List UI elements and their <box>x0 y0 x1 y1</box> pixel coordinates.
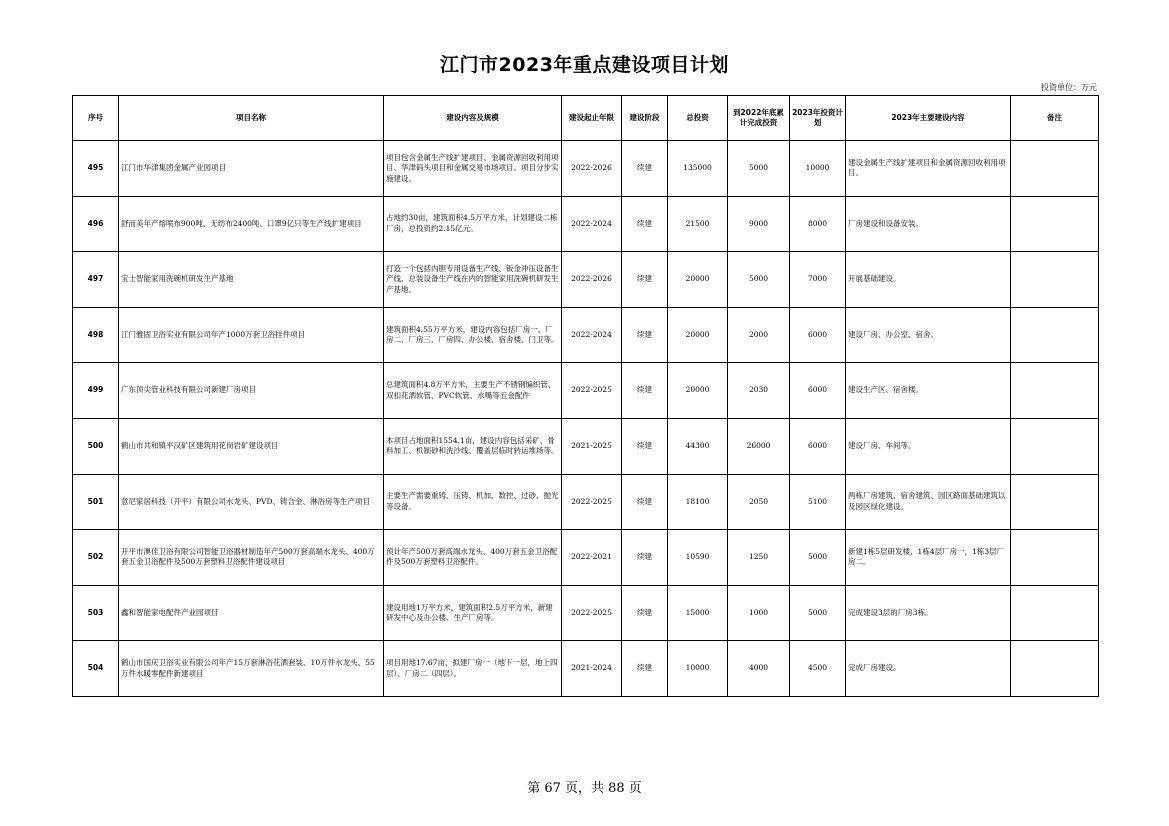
cell-main-2023: 建设厂房、办公室、宿舍。 <box>846 307 1011 363</box>
cell-main-2023: 开展基础建设。 <box>846 252 1011 308</box>
cell-seq: 502 <box>73 530 119 586</box>
page-number-footer: 第 67 页，共 88 页 <box>527 781 642 796</box>
cell-content: 建筑面积4.55万平方米，建设内容包括厂房一、厂房二、厂房三、厂房四、办公楼、宿舍楼、门卫等。 <box>384 307 562 363</box>
cell-remark <box>1011 141 1099 197</box>
table-row <box>73 530 1099 586</box>
cell-plan-2023: 6000 <box>790 307 846 363</box>
cell-done-2022: 4000 <box>728 641 790 697</box>
cell-plan-2023: 5000 <box>790 585 846 641</box>
cell-total-investment: 20000 <box>668 363 728 419</box>
cell-main-2023: 建设金属生产线扩建项目和金属资源回收利用项目。 <box>846 141 1011 197</box>
cell-plan-2023: 5100 <box>790 474 846 530</box>
cell-total-investment: 15000 <box>668 585 728 641</box>
cell-stage: 续建 <box>622 196 668 252</box>
project-table <box>72 95 1099 697</box>
header-main2023: 2023年主要建设内容 <box>846 96 1011 141</box>
cell-main-2023: 两栋厂房建筑、宿舍建筑、园区路面基础建筑以及园区绿化建设。 <box>846 474 1011 530</box>
cell-remark <box>1011 641 1099 697</box>
cell-total-investment: 10590 <box>668 530 728 586</box>
cell-main-2023: 新建1栋5层研发楼，1栋4层厂房一，1栋3层厂房二。 <box>846 530 1011 586</box>
table-row <box>73 641 1099 697</box>
cell-total-investment: 135000 <box>668 141 728 197</box>
cell-content: 建设用地1万平方米，建筑面积2.5万平方米，新建研发中心及办公楼、生产厂房等。 <box>384 585 562 641</box>
header-name: 项目名称 <box>119 96 384 141</box>
table-row <box>73 474 1099 530</box>
cell-done-2022: 9000 <box>728 196 790 252</box>
cell-main-2023: 完成厂房建设。 <box>846 641 1011 697</box>
cell-content: 项目用地17.67亩，拟建厂房一（地下一层，地上四层）、厂房二（四层）。 <box>384 641 562 697</box>
cell-plan-2023: 7000 <box>790 252 846 308</box>
cell-period: 2022-2025 <box>562 363 622 419</box>
cell-project-name: 江门雅固卫浴实业有限公司年产1000万套卫浴挂件项目 <box>119 307 384 363</box>
cell-remark <box>1011 307 1099 363</box>
cell-done-2022: 2050 <box>728 474 790 530</box>
cell-total-investment: 20000 <box>668 252 728 308</box>
table-row <box>73 418 1099 474</box>
cell-content: 预计年产500万套高端水龙头、400万套五金卫浴配件及500万套塑料卫浴配件。 <box>384 530 562 586</box>
cell-stage: 续建 <box>622 363 668 419</box>
table-row <box>73 585 1099 641</box>
cell-seq: 498 <box>73 307 119 363</box>
cell-period: 2022-2024 <box>562 196 622 252</box>
header-done2022: 到2022年底累计完成投资 <box>728 96 790 141</box>
cell-period: 2022-2025 <box>562 474 622 530</box>
cell-project-name: 宝士智能家用洗碗机研发生产基地 <box>119 252 384 308</box>
header-total: 总投资 <box>668 96 728 141</box>
cell-period: 2022-2025 <box>562 585 622 641</box>
table-row <box>73 196 1099 252</box>
table-row <box>73 252 1099 308</box>
cell-main-2023: 建设生产区、宿舍楼。 <box>846 363 1011 419</box>
header-stage: 建设阶段 <box>622 96 668 141</box>
cell-done-2022: 5000 <box>728 252 790 308</box>
cell-project-name: 鹤山市共和镇平汉矿区建筑用花岗岩矿建设项目 <box>119 418 384 474</box>
cell-remark <box>1011 252 1099 308</box>
cell-seq: 501 <box>73 474 119 530</box>
cell-done-2022: 1000 <box>728 585 790 641</box>
cell-done-2022: 1250 <box>728 530 790 586</box>
cell-project-name: 鹤山市国庆卫浴实业有限公司年产15万套淋浴花洒套装、10万件水龙头、55万件水暖零配件新建项目 <box>119 641 384 697</box>
header-content: 建设内容及规模 <box>384 96 562 141</box>
cell-content: 本项目占地面积1554.1亩，建设内容包括采矿、骨料加工、机制砂和洗沙线、覆盖层临时转运堆场等。 <box>384 418 562 474</box>
table-row <box>73 363 1099 419</box>
cell-remark <box>1011 474 1099 530</box>
cell-remark <box>1011 585 1099 641</box>
cell-done-2022: 26000 <box>728 418 790 474</box>
cell-remark <box>1011 418 1099 474</box>
cell-stage: 续建 <box>622 141 668 197</box>
header-period: 建设起止年限 <box>562 96 622 141</box>
cell-remark <box>1011 363 1099 419</box>
cell-content: 项目包含金属生产线扩建项目、金属资源回收利用项目、华津码头项目和金属交易市场项目。项目分步实施建设。 <box>384 141 562 197</box>
cell-stage: 续建 <box>622 252 668 308</box>
cell-done-2022: 2000 <box>728 307 790 363</box>
cell-stage: 续建 <box>622 530 668 586</box>
cell-stage: 续建 <box>622 474 668 530</box>
cell-seq: 496 <box>73 196 119 252</box>
cell-stage: 续建 <box>622 418 668 474</box>
cell-total-investment: 44300 <box>668 418 728 474</box>
table-header-row <box>73 96 1099 141</box>
cell-done-2022: 5000 <box>728 141 790 197</box>
cell-plan-2023: 4500 <box>790 641 846 697</box>
page-title: 江门市2023年重点建设项目计划 <box>440 54 729 76</box>
cell-period: 2022-2021 <box>562 530 622 586</box>
cell-project-name: 开平市澳佳卫浴有限公司智能卫浴器材制造年产500万套高端水龙头、400万套五金卫浴配件及500万套塑料卫浴配件建设项目 <box>119 530 384 586</box>
cell-total-investment: 20000 <box>668 307 728 363</box>
cell-project-name: 广东顶尖管业科技有限公司新建厂房项目 <box>119 363 384 419</box>
cell-seq: 499 <box>73 363 119 419</box>
cell-stage: 续建 <box>622 585 668 641</box>
cell-period: 2022-2026 <box>562 141 622 197</box>
cell-content: 打造一个包括内胆专用设备生产线、钣金冲压设备生产线、总装设备生产线在内的智能家用洗碗机研发生产基地。 <box>384 252 562 308</box>
header-plan2023: 2023年投资计划 <box>790 96 846 141</box>
cell-seq: 495 <box>73 141 119 197</box>
cell-project-name: 意尼家居科技（开平）有限公司水龙头、PVD、铸合金、淋浴房等生产项目 <box>119 474 384 530</box>
investment-unit-label: 投资单位：万元 <box>1041 83 1097 92</box>
table-row <box>73 141 1099 197</box>
cell-project-name: 鑫和智能家电配件产业园项目 <box>119 585 384 641</box>
cell-remark <box>1011 530 1099 586</box>
cell-seq: 500 <box>73 418 119 474</box>
header-seq: 序号 <box>73 96 119 141</box>
cell-main-2023: 厂房建设和设备安装。 <box>846 196 1011 252</box>
table-row <box>73 307 1099 363</box>
cell-content: 总建筑面积4.8万平方米，主要生产不锈钢编织管、双扣花洒软管、PVC软管、水嘴等五金配件 <box>384 363 562 419</box>
cell-plan-2023: 6000 <box>790 418 846 474</box>
cell-stage: 续建 <box>622 641 668 697</box>
cell-period: 2022-2024 <box>562 307 622 363</box>
cell-content: 占地约30亩，建筑面积4.5万平方米，计划建设二栋厂房，总投资约2.15亿元。 <box>384 196 562 252</box>
cell-period: 2021-2025 <box>562 418 622 474</box>
cell-seq: 497 <box>73 252 119 308</box>
cell-plan-2023: 8000 <box>790 196 846 252</box>
cell-stage: 续建 <box>622 307 668 363</box>
cell-main-2023: 完成建设3层的厂房3栋。 <box>846 585 1011 641</box>
cell-done-2022: 2030 <box>728 363 790 419</box>
cell-seq: 503 <box>73 585 119 641</box>
cell-period: 2022-2026 <box>562 252 622 308</box>
cell-plan-2023: 5000 <box>790 530 846 586</box>
cell-project-name: 舒而美年产熔喷布900吨、无纺布2400吨、口罩9亿只等生产线扩建项目 <box>119 196 384 252</box>
cell-project-name: 江门市华津集团金属产业园项目 <box>119 141 384 197</box>
cell-total-investment: 21500 <box>668 196 728 252</box>
cell-period: 2021-2024 <box>562 641 622 697</box>
cell-plan-2023: 10000 <box>790 141 846 197</box>
cell-total-investment: 10000 <box>668 641 728 697</box>
cell-seq: 504 <box>73 641 119 697</box>
cell-plan-2023: 6000 <box>790 363 846 419</box>
header-remark: 备注 <box>1011 96 1099 141</box>
cell-content: 主要生产需要重铸、压铸、机加、数控、过砂、抛光等设备。 <box>384 474 562 530</box>
cell-remark <box>1011 196 1099 252</box>
cell-total-investment: 18100 <box>668 474 728 530</box>
cell-main-2023: 建设厂房、车间等。 <box>846 418 1011 474</box>
